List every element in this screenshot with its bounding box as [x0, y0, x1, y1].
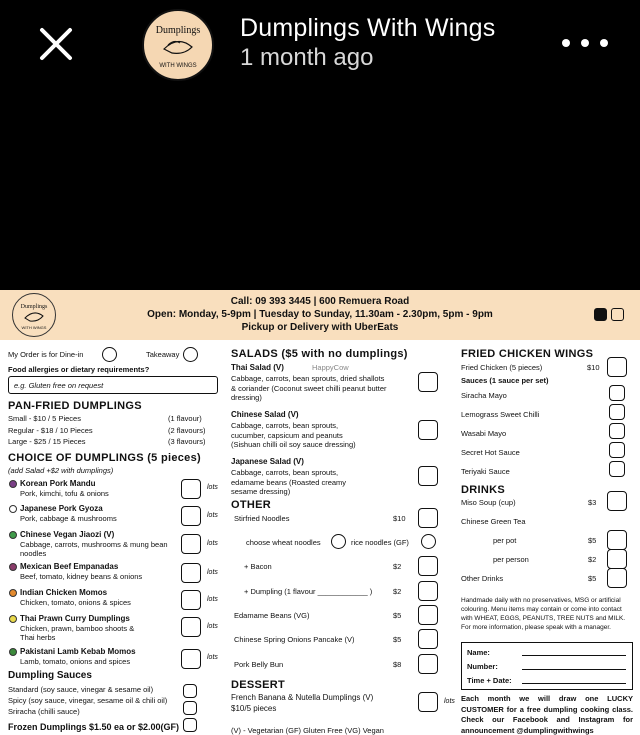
salad-checkbox[interactable]	[418, 466, 438, 486]
dumpling-name: Korean Pork Mandu	[20, 479, 96, 488]
svg-text:Dumplings: Dumplings	[20, 304, 48, 310]
salad-name: Japanese Salad (V)	[231, 457, 304, 466]
menu-call: Call: 09 393 3445 | 600 Remuera Road	[230, 296, 410, 307]
drink-item: per pot	[493, 536, 517, 545]
sauce-checkbox[interactable]	[183, 684, 197, 698]
sauce-item: Sriracha (chilli sauce)	[8, 707, 80, 716]
allergies-placeholder: e.g. Gluten free on request	[14, 381, 104, 390]
drink-checkbox[interactable]	[607, 530, 627, 550]
wings-sauce-title: Sauces (1 sauce per set)	[461, 376, 549, 385]
takeaway-radio[interactable]	[183, 347, 198, 362]
lots-label: lots	[207, 540, 218, 547]
wings-price: $10	[587, 363, 600, 372]
form-time-label: Time + Date:	[467, 676, 512, 685]
sauce-checkbox[interactable]	[183, 701, 197, 715]
order-form	[461, 642, 633, 690]
salads-title: SALADS ($5 with no dumplings)	[231, 348, 408, 360]
wings-sauce: Siracha Mayo	[461, 391, 507, 400]
drink-price: $5	[588, 536, 597, 545]
facebook-icon[interactable]	[594, 308, 607, 321]
story-time: 1 month ago	[240, 44, 374, 71]
other-checkbox[interactable]	[418, 605, 438, 625]
story-header	[0, 0, 640, 90]
noodle-option: choose wheat noodles	[246, 538, 321, 547]
flavour-dot-icon	[9, 589, 17, 597]
size-small-flavour: (1 flavour)	[168, 414, 202, 423]
dumpling-desc: Pork, cabbage & mushrooms	[20, 514, 117, 523]
dumpling-desc: Lamb, tomato, onions and spices	[20, 657, 131, 666]
flavour-dot-icon	[9, 531, 17, 539]
other-checkbox[interactable]	[418, 508, 438, 528]
wings-sauce: Lemograss Sweet Chilli	[461, 410, 540, 419]
dumplings-logo-icon	[144, 11, 212, 79]
menu-hours: Open: Monday, 5-9pm | Tuesday to Sunday, 11.30am - 2.30pm, 5pm - 9pm	[147, 309, 493, 320]
dumpling-desc: Chicken, tomato, onions & spices	[20, 598, 131, 607]
menu-image	[0, 290, 640, 735]
drink-item: per person	[493, 555, 529, 564]
drink-checkbox[interactable]	[607, 549, 627, 569]
lots-label: lots	[444, 698, 455, 705]
svg-text:WITH WINGS: WITH WINGS	[159, 63, 197, 69]
wings-item: Fried Chicken (5 pieces)	[461, 363, 543, 372]
dessert-price: $10/5 pieces	[231, 704, 277, 713]
flavour-dot-icon	[9, 480, 17, 488]
other-title: OTHER	[231, 499, 271, 511]
flavour-dot-icon	[9, 615, 17, 623]
dessert-item: French Banana & Nutella Dumplings (V)	[231, 693, 374, 702]
salad-name: Chinese Salad (V)	[231, 410, 299, 419]
other-checkbox[interactable]	[418, 629, 438, 649]
other-item: Edamame Beans (VG)	[234, 611, 310, 620]
allergies-field[interactable]	[8, 376, 218, 394]
wings-sauce: Wasabi Mayo	[461, 429, 507, 438]
dumpling-name: Japanese Pork Gyoza	[20, 504, 103, 513]
other-checkbox[interactable]	[418, 654, 438, 674]
size-large-flavour: (3 flavours)	[168, 437, 206, 446]
other-item: + Bacon	[244, 562, 272, 571]
wings-sauce: Teriyaki Sauce	[461, 467, 510, 476]
sauce-checkbox[interactable]	[183, 718, 197, 732]
wings-sauce-checkbox[interactable]	[609, 404, 625, 420]
salad-desc: Cabbage, carrots, bean sprouts, dried shallots & coriander (Coconut sweet chilli peanut butter dressing)	[231, 374, 387, 402]
frozen-dumplings: Frozen Dumplings $1.50 ea or $2.00(GF)	[8, 722, 180, 732]
salad-desc: Cabbage, carrots, bean sprouts, edamame beans (Roasted creamy sesame dressing)	[231, 468, 347, 496]
diet-legend: (V) - Vegetarian (GF) Gluten Free (VG) Vegan	[231, 726, 384, 735]
form-number-label: Number:	[467, 662, 498, 671]
dumpling-checkbox[interactable]	[181, 479, 201, 499]
wings-sauce: Secret Hot Sauce	[461, 448, 520, 457]
salad-name: Thai Salad (V)	[231, 363, 284, 372]
more-icon[interactable]	[562, 30, 608, 56]
time-field[interactable]	[522, 683, 626, 684]
drink-checkbox[interactable]	[607, 568, 627, 588]
dumpling-checkbox[interactable]	[181, 506, 201, 526]
drinks-title: DRINKS	[461, 484, 505, 496]
form-name-label: Name:	[467, 648, 490, 657]
salad-checkbox[interactable]	[418, 372, 438, 392]
svg-text:WITH WINGS: WITH WINGS	[21, 325, 47, 330]
lucky-customer-note: Each month we will draw one LUCKY CUSTOMER for a free dumpling cooking class. Check our Facebook and Instagram for announcement @dumplingwithwings	[461, 694, 633, 735]
size-large: Large - $25 / 15 Pieces	[8, 437, 86, 446]
drink-price: $2	[588, 555, 597, 564]
other-item: Pork Belly Bun	[234, 660, 284, 669]
happycow-watermark: HappyCow	[312, 363, 349, 372]
flavour-dot-icon	[9, 505, 17, 513]
lots-label: lots	[207, 623, 218, 630]
lots-label: lots	[207, 654, 218, 661]
drink-price: $5	[588, 574, 597, 583]
menu-pickup: Pickup or Delivery with UberEats	[241, 322, 399, 333]
story-title[interactable]: Dumplings With Wings	[240, 14, 496, 42]
drink-checkbox[interactable]	[607, 491, 627, 511]
noodle-option: rice noodles (GF)	[351, 538, 409, 547]
dessert-title: DESSERT	[231, 679, 286, 691]
lots-label: lots	[207, 569, 218, 576]
sauce-item: Standard (soy sauce, vinegar & sesame oil)	[8, 685, 154, 694]
other-price: $2	[393, 562, 402, 571]
dumpling-checkbox[interactable]	[181, 617, 201, 637]
drink-item: Chinese Green Tea	[461, 517, 526, 526]
other-item: + Dumpling (1 flavour ____________ )	[244, 587, 373, 596]
choice-title: CHOICE OF DUMPLINGS (5 pieces)	[8, 452, 201, 464]
other-checkbox[interactable]	[418, 556, 438, 576]
wings-sauce-checkbox[interactable]	[609, 461, 625, 477]
dumpling-name: Mexican Beef Empanadas	[20, 562, 119, 571]
dumpling-checkbox[interactable]	[181, 534, 201, 554]
salad-checkbox[interactable]	[418, 420, 438, 440]
allergies-label: Food allergies or dietary requirements?	[8, 365, 150, 374]
rice-noodles-radio[interactable]	[421, 534, 436, 549]
other-price: $2	[393, 587, 402, 596]
other-price: $5	[393, 611, 402, 620]
other-item: Chinese Spring Onions Pancake (V)	[234, 635, 355, 644]
dumpling-name: Pakistani Lamb Kebab Momos	[20, 647, 136, 656]
order-for-label: My Order is for Dine-in	[8, 350, 84, 359]
sauces-title: Dumpling Sauces	[8, 670, 92, 681]
wings-sauce-checkbox[interactable]	[609, 423, 625, 439]
drink-item: Miso Soup (cup)	[461, 498, 516, 507]
dumpling-checkbox[interactable]	[181, 649, 201, 669]
dumpling-name: Chinese Vegan Jiaozi (V)	[20, 530, 115, 539]
number-field[interactable]	[522, 669, 626, 670]
wings-sauce-checkbox[interactable]	[609, 385, 625, 401]
lots-label: lots	[207, 484, 218, 491]
social-icons	[594, 308, 624, 321]
salad-desc: Cabbage, carrots, bean sprouts, cucumber, capsicum and peanuts (Sishuan chilli oil soy sauce dressing)	[231, 421, 356, 449]
wings-title: FRIED CHICKEN WINGS	[461, 348, 594, 360]
sauce-item: Spicy (soy sauce, vinegar, sesame oil & chili oil)	[8, 696, 168, 705]
menu-header	[0, 290, 640, 340]
dessert-checkbox[interactable]	[418, 692, 438, 712]
choice-note: (add Salad +$2 with dumplings)	[8, 466, 114, 475]
other-price: $8	[393, 660, 402, 669]
dumpling-desc: Beef, tomato, kidney beans & onions	[20, 572, 143, 581]
dumpling-desc: Cabbage, carrots, mushrooms & mung bean noodles	[20, 540, 168, 558]
handmade-note: Handmade daily with no preservatives, MSG or artificial colouring. Menu items may contain or come into contact with WHEAT, EGGS, PEANUTS, TREE NUTS and MILK. For more information, please speak with a manager.	[461, 597, 626, 631]
size-regular: Regular - $18 / 10 Pieces	[8, 426, 93, 435]
avatar[interactable]	[142, 9, 214, 81]
wings-checkbox[interactable]	[607, 357, 627, 377]
close-icon[interactable]	[34, 22, 78, 66]
dumpling-checkbox[interactable]	[181, 590, 201, 610]
size-regular-flavour: (2 flavours)	[168, 426, 206, 435]
flavour-dot-icon	[9, 563, 17, 571]
instagram-icon[interactable]	[611, 308, 624, 321]
flavour-dot-icon	[9, 648, 17, 656]
dumpling-desc: Chicken, prawn, bamboo shoots & Thai herbs	[20, 624, 135, 642]
drink-item: Other Drinks	[461, 574, 504, 583]
svg-text:Dumplings: Dumplings	[155, 25, 201, 36]
dine-in-radio[interactable]	[102, 347, 117, 362]
dumpling-name: Indian Chicken Momos	[20, 588, 108, 597]
lots-label: lots	[207, 512, 218, 519]
size-small: Small - $10 / 5 Pieces	[8, 414, 81, 423]
dumpling-name: Thai Prawn Curry Dumplings	[20, 614, 130, 623]
other-price: $10	[393, 514, 406, 523]
other-checkbox[interactable]	[418, 581, 438, 601]
pan-fried-title: PAN-FRIED DUMPLINGS	[8, 400, 142, 412]
drink-price: $3	[588, 498, 597, 507]
other-item: Stirfried Noodles	[234, 514, 290, 523]
lots-label: lots	[207, 596, 218, 603]
other-price: $5	[393, 635, 402, 644]
name-field[interactable]	[522, 655, 626, 656]
dumpling-desc: Pork, kimchi, tofu & onions	[20, 489, 109, 498]
dumpling-checkbox[interactable]	[181, 563, 201, 583]
wheat-noodles-radio[interactable]	[331, 534, 346, 549]
takeaway-label: Takeaway	[146, 350, 180, 359]
wings-sauce-checkbox[interactable]	[609, 442, 625, 458]
